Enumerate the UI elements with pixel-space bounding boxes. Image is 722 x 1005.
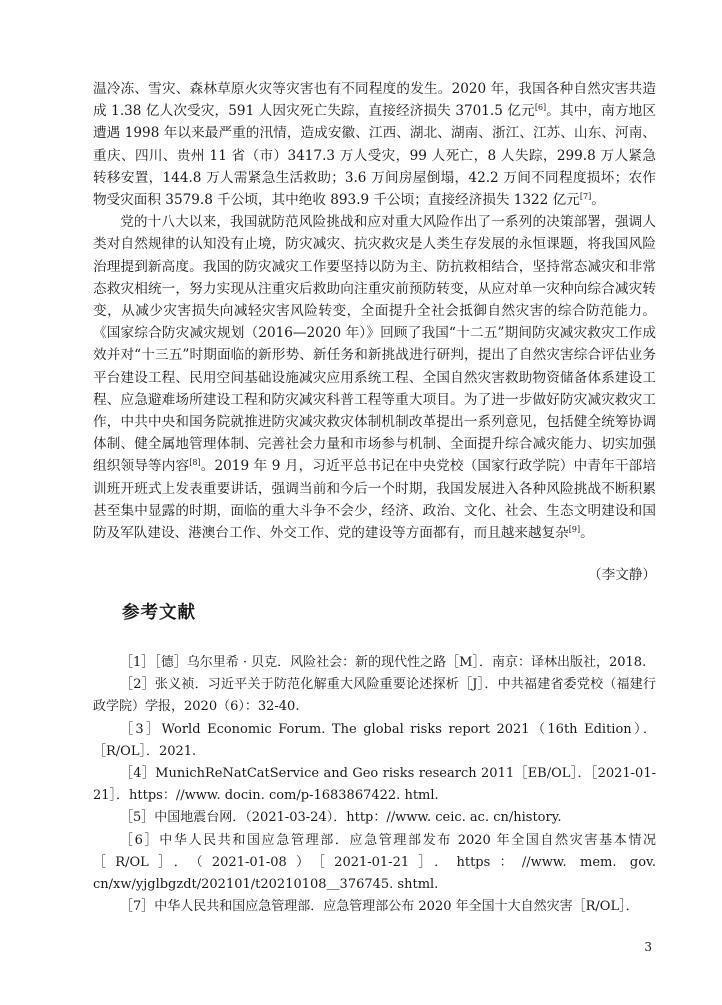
author-signature: （李文静）	[588, 567, 656, 583]
citation-7: [7]	[579, 192, 592, 202]
paragraph-2: 党的十八大以来，我国就防范风险挑战和应对重大风险作出了一系列的决策部署，强调人类对自然规律的认知没有止境，防灾减灾、抗灾救灾是人类生存发展的永恒课题，将我国风险治理提到新高度。我国的防灾减灾工作要坚持以防为主、防抗救相结合，坚持常态减灾和非常态救灾相统一，努力实现从注重灾后救助向注重灾前预防转变，从应对单一灾种向综合减灾转变，从减少灾害损失向减轻灾害风险转变，全面提升全社会抵御自然灾害的综合防范能力。《国家综合防灾减灾规划（2016—2020 年）》回顾了我国“十二五”期间防灾减灾救灾工作成效并对“十三五”时期面临的新形势、新任务和新挑战进行研判，提出了自然灾害综合评估业务平台建设工程、民用空间基础设施减灾应用系统工程、全国自然灾害救助物资储备体系建设工程、应急避难场所建设工程和防灾减灾科普工程等重大项目。为了进一步做好防灾减灾救灾工作，中共中央和国务院就推进防灾减灾救灾体制机制改革提出一系列意见，包括健全统筹协调体制、健全属地管理体制、完善社会力量和市场参与机制、全面提升综合减灾能力、切实加强组织领导等内容[8]。2019 年 9 月，习近平总书记在中央党校（国家行政学院）中青年干部培训班开班式上发表重要讲话，强调当前和今后一个时期，我国发展进入各种风险挑战不断积累甚至集中显露的时期，面临的重大斗争不会少，经济、政治、文化、社会、生态文明建设和国防及军队建设、港澳台工作、外交工作、党的建设等方面都有，而且越来越复杂[9]。	[93, 214, 656, 542]
citation-8: [8]	[189, 458, 201, 468]
reference-item: ［3］World Economic Forum. The global risks report 2021（16th Edition）．［R/OL］．2021.	[93, 721, 656, 759]
reference-item: ［4］MunichReNatCatService and Geo risks research 2011［EB/OL］．［2021-01-21］．https：//www. docin. com/p-1683867422. html.	[93, 766, 656, 804]
body-text	[93, 78, 656, 544]
page-number: 3	[644, 940, 652, 954]
reference-item: ［7］中华人民共和国应急管理部．应急管理部公布 2020 年全国十大自然灾害［R/OL］．	[120, 899, 639, 915]
reference-item: ［5］中国地震台网．（2021-03-24）．http：//www. ceic. ac. cn/history.	[120, 810, 562, 826]
citation-6: [6]	[534, 103, 547, 113]
reference-item: ［2］张义祯．习近平关于防范化解重大风险重要论述探析［J］．中共福建省委党校（福建行政学院）学报，2020（6）：32-40.	[93, 677, 656, 715]
citation-9: [9]	[568, 525, 581, 535]
paragraph-1: 温冷冻、雪灾、森林草原火灾等灾害也有不同程度的发生。2020 年，我国各种自然灾害共造成 1.38 亿人次受灾，591 人因灾死亡失踪，直接经济损失 3701.5 亿元[6]。其中，南方地区遭遇 1998 年以来最严重的汛情，造成安徽、江西、湖北、湖南、浙江、江苏、山东、河南、重庆、四川、贵州 11 省（市）3417.3 万人受灾，99 人死亡，8 人失踪，299.8 万人紧急转移安置，144.8 万人需紧急生活救助；3.6 万间房屋倒塌，42.2 万间不同程度损坏；农作物受灾面积 3579.8 千公顷，其中绝收 893.9 千公顷；直接经济损失 1322 亿元[7]。	[93, 81, 657, 209]
reference-item: ［1］［德］乌尔里希 · 贝克．风险社会：新的现代性之路［M］．南京：译林出版社，2018.	[120, 655, 647, 670]
references-list	[93, 652, 656, 918]
references-heading: 参考文献	[122, 603, 196, 623]
reference-item: ［6］中华人民共和国应急管理部．应急管理部发布 2020 年全国自然灾害基本情况［R/OL］．（2021-01-08）［2021-01-21］．https：//www. mem. gov. cn/xw/yjglbgzdt/202101/t20210108＿376745. shtml.	[93, 832, 656, 893]
